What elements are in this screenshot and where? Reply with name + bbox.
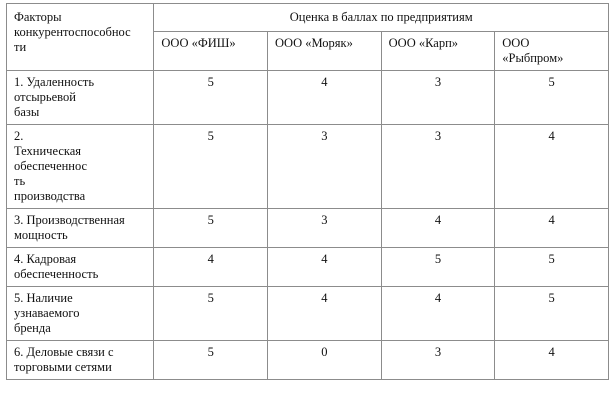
enterprise-header-fish: ООО «ФИШ» [154, 32, 268, 71]
table-row [7, 71, 609, 125]
score-cell: 5 [154, 125, 268, 209]
score-cell: 4 [381, 209, 495, 248]
score-cell: 3 [268, 125, 382, 209]
score-cell: 4 [495, 341, 609, 380]
score-cell: 5 [154, 341, 268, 380]
competitiveness-table [6, 3, 609, 380]
table-row [7, 248, 609, 287]
score-cell: 5 [495, 248, 609, 287]
header-row-top [7, 4, 609, 32]
score-cell: 3 [381, 125, 495, 209]
document-page [6, 3, 609, 380]
table-row [7, 209, 609, 248]
score-cell: 5 [381, 248, 495, 287]
score-cell: 5 [495, 287, 609, 341]
score-cell: 4 [381, 287, 495, 341]
score-cell: 4 [154, 248, 268, 287]
score-cell: 3 [268, 209, 382, 248]
score-cell: 4 [495, 209, 609, 248]
table-row [7, 125, 609, 209]
score-cell: 5 [154, 287, 268, 341]
factor-label: 6. Деловые связи с торговыми сетями [7, 341, 154, 380]
table-row [7, 287, 609, 341]
score-cell: 3 [381, 71, 495, 125]
enterprise-header-moryak: ООО «Моряк» [268, 32, 382, 71]
enterprise-header-karp: ООО «Карп» [381, 32, 495, 71]
score-cell: 5 [154, 209, 268, 248]
score-cell: 4 [268, 248, 382, 287]
score-cell: 4 [495, 125, 609, 209]
score-header: Оценка в баллах по предприятиям [154, 4, 609, 32]
table-row [7, 341, 609, 380]
enterprise-header-rybprom: ООО «Рыбпром» [495, 32, 609, 71]
score-cell: 3 [381, 341, 495, 380]
score-cell: 4 [268, 71, 382, 125]
score-cell: 4 [268, 287, 382, 341]
factor-header: Факторы конкурентоспособнос ти [7, 4, 154, 71]
score-cell: 5 [495, 71, 609, 125]
score-cell: 0 [268, 341, 382, 380]
factor-label: 2. Техническая обеспеченнос ть производства [7, 125, 154, 209]
score-cell: 5 [154, 71, 268, 125]
factor-label: 3. Производственная мощность [7, 209, 154, 248]
factor-label: 1. Удаленность отсырьевой базы [7, 71, 154, 125]
factor-label: 5. Наличие узнаваемого бренда [7, 287, 154, 341]
factor-label: 4. Кадровая обеспеченность [7, 248, 154, 287]
